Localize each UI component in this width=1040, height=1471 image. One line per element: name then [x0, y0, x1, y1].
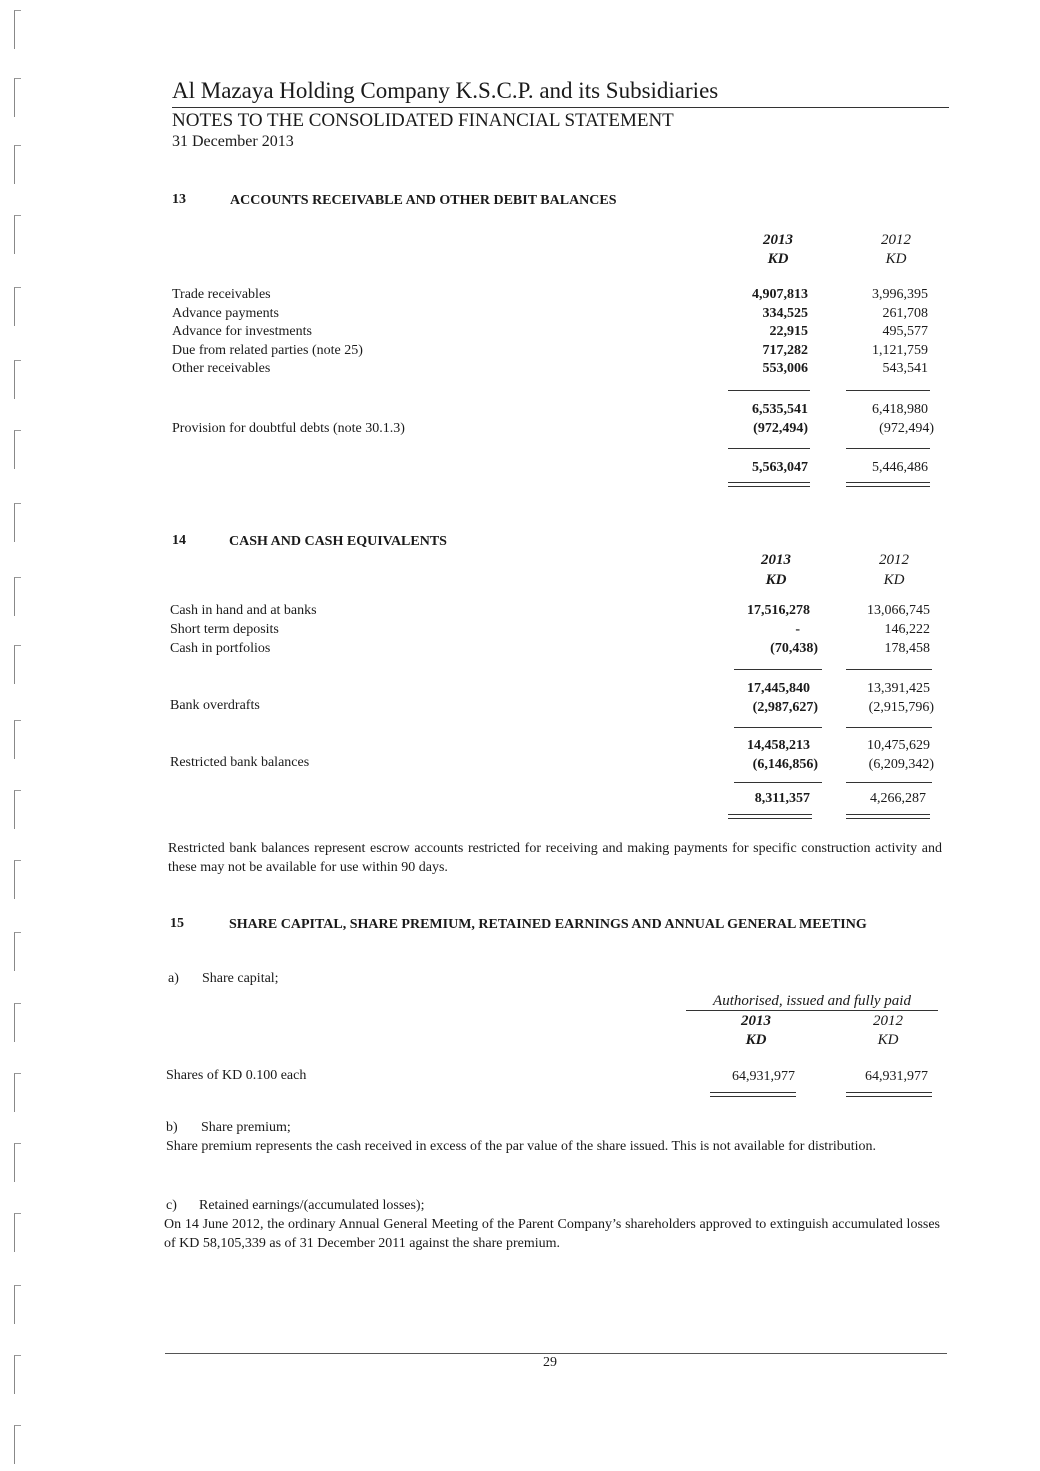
s15-shares-label: Shares of KD 0.100 each [166, 1068, 307, 1083]
binding-mark [14, 1003, 21, 1042]
s13-col-2013: 2013 [763, 232, 793, 248]
s14-overdrafts-label: Bank overdrafts [170, 698, 260, 713]
s15-unit-2012: KD [877, 1032, 899, 1048]
row-label: Advance payments [172, 305, 279, 321]
double-rule [728, 482, 810, 487]
s15-b-marker: b) [166, 1120, 178, 1135]
footer-rule [165, 1353, 947, 1354]
row-value-2012: 495,577 [882, 324, 928, 339]
s15-authorised-header: Authorised, issued and fully paid [686, 992, 938, 1011]
binding-mark [14, 430, 21, 469]
row-value-2012: 178,458 [884, 641, 930, 656]
header-rule [172, 107, 949, 108]
s15-shares-2013: 64,931,977 [732, 1069, 795, 1084]
row-label: Other receivables [172, 361, 271, 376]
row-value-2013: 553,006 [762, 361, 808, 376]
s15-shares-2012: 64,931,977 [865, 1069, 928, 1084]
s13-total-2013: 5,563,047 [752, 460, 808, 475]
row-label: Due from related parties (note 25) [172, 342, 363, 358]
s14-rows [170, 602, 940, 659]
subtotal-rule [734, 727, 822, 728]
binding-mark [14, 1355, 21, 1394]
double-rule [710, 1092, 796, 1097]
page-number: 29 [543, 1355, 557, 1370]
binding-mark [14, 1213, 21, 1252]
s14-unit-2013: KD [765, 572, 787, 588]
s13-total-2012: 5,446,486 [872, 460, 928, 475]
company-name: Al Mazaya Holding Company K.S.C.P. and its Subsidiaries [172, 78, 719, 103]
binding-mark [14, 215, 21, 254]
binding-mark [14, 1425, 21, 1464]
row-label: Cash in portfolios [170, 641, 271, 656]
row-label: Trade receivables [172, 287, 271, 302]
row-label: Short term deposits [170, 622, 279, 637]
total-rule [734, 782, 822, 783]
s15-b-title: Share premium; [201, 1120, 291, 1135]
subtotal-rule [846, 669, 932, 670]
row-value-2013: 334,525 [762, 305, 808, 321]
row-label: Cash in hand and at banks [170, 603, 317, 618]
double-rule [846, 814, 930, 819]
table-row [172, 342, 942, 361]
section-15-number: 15 [170, 916, 184, 931]
row-value-2012: 13,066,745 [867, 603, 930, 618]
binding-mark [14, 145, 21, 184]
row-value-2012: 146,222 [884, 622, 930, 637]
section-14-number: 14 [172, 533, 186, 548]
subtotal-rule [846, 727, 932, 728]
s15-c-text: On 14 June 2012, the ordinary Annual General Meeting of the Parent Company’s shareholders approved to extinguish accumulated losses of KD 58,105,339 as of 31 December 2011 against the share premium. [164, 1217, 940, 1251]
s14-overdrafts-2012: (2,915,796) [868, 700, 934, 715]
row-value-2013: 717,282 [762, 342, 808, 358]
double-rule [846, 1092, 932, 1097]
s15-col-2012: 2012 [873, 1013, 903, 1029]
s13-provision-2013: (972,494) [753, 421, 808, 436]
table-row [172, 323, 942, 342]
row-value-2013: 17,516,278 [747, 603, 810, 618]
table-row [172, 360, 942, 379]
binding-mark [14, 1143, 21, 1182]
binding-mark [14, 1285, 21, 1324]
s14-overdrafts-2013: (2,987,627) [752, 700, 818, 715]
s13-col-2012: 2012 [881, 232, 911, 248]
table-row [172, 286, 942, 305]
binding-mark [14, 10, 21, 49]
row-label: Advance for investments [172, 324, 312, 339]
binding-mark [14, 645, 21, 684]
s13-provision-label: Provision for doubtful debts (note 30.1.3) [172, 421, 405, 436]
s15-unit-2013: KD [745, 1032, 767, 1048]
binding-mark [14, 1073, 21, 1112]
row-value-2012: 1,121,759 [872, 342, 928, 358]
binding-mark [14, 932, 21, 971]
statement-date: 31 December 2013 [172, 133, 294, 150]
binding-mark [14, 287, 21, 326]
s14-sub1-2012: 13,391,425 [867, 681, 930, 696]
row-value-2013: 22,915 [769, 324, 808, 339]
double-rule [846, 482, 930, 487]
s14-restricted-2012: (6,209,342) [868, 757, 934, 772]
s15-c-title: Retained earnings/(accumulated losses); [199, 1198, 425, 1213]
table-row [170, 640, 940, 659]
binding-mark [14, 360, 21, 399]
s14-col-2013: 2013 [761, 552, 791, 568]
s14-unit-2012: KD [883, 572, 905, 588]
table-row [172, 305, 942, 324]
subtotal-rule [728, 390, 810, 391]
row-value-2012: 3,996,395 [872, 287, 928, 302]
row-value-2012: 261,708 [882, 305, 928, 321]
s14-total-2012: 4,266,287 [870, 791, 926, 806]
row-value-2013: 4,907,813 [752, 287, 808, 302]
s14-sub1-2013: 17,445,840 [747, 681, 810, 696]
double-rule [728, 814, 812, 819]
s13-rows [172, 286, 942, 379]
table-row [170, 621, 940, 640]
binding-mark [14, 860, 21, 899]
subtotal-rule [846, 390, 930, 391]
section-14-title: CASH AND CASH EQUIVALENTS [229, 534, 447, 549]
s13-subtotal-2012: 6,418,980 [872, 402, 928, 417]
s15-c-marker: c) [166, 1198, 177, 1213]
section-13-title: ACCOUNTS RECEIVABLE AND OTHER DEBIT BALANCES [230, 193, 617, 208]
s14-col-2012: 2012 [879, 552, 909, 568]
section-15-title: SHARE CAPITAL, SHARE PREMIUM, RETAINED EARNINGS AND ANNUAL GENERAL MEETING [229, 917, 867, 932]
s13-unit-2012: KD [885, 251, 907, 267]
total-rule [846, 782, 932, 783]
row-value-2013: (70,438) [770, 641, 818, 656]
s13-provision-2012: (972,494) [879, 421, 934, 436]
s15-b-text: Share premium represents the cash received in excess of the par value of the share issued. This is not available for distribution. [166, 1139, 877, 1154]
s15-a-title: Share capital; [202, 971, 279, 986]
s15-a-marker: a) [168, 971, 179, 986]
s14-sub2-2013: 14,458,213 [747, 738, 810, 753]
table-row [170, 602, 940, 621]
row-value-2013: - [795, 622, 800, 637]
s15-col-2013: 2013 [741, 1013, 771, 1029]
section-13-number: 13 [172, 192, 186, 207]
notes-title: NOTES TO THE CONSOLIDATED FINANCIAL STATEMENT [172, 110, 674, 131]
row-value-2012: 543,541 [882, 361, 928, 376]
total-rule [846, 448, 930, 449]
s13-subtotal-2013: 6,535,541 [752, 402, 808, 417]
total-rule [728, 448, 810, 449]
binding-mark [14, 720, 21, 759]
s14-restricted-2013: (6,146,856) [752, 757, 818, 772]
subtotal-rule [734, 669, 822, 670]
s14-sub2-2012: 10,475,629 [867, 738, 930, 753]
s14-restricted-label: Restricted bank balances [170, 755, 310, 770]
s13-unit-2013: KD [767, 251, 789, 267]
binding-mark [14, 503, 21, 542]
binding-mark [14, 577, 21, 616]
s14-note: Restricted bank balances represent escrow accounts restricted for receiving and making payments for specific construction activity and these may not be available for use within 90 days. [168, 841, 942, 875]
binding-mark [14, 78, 21, 117]
s14-total-2013: 8,311,357 [754, 791, 810, 806]
binding-mark [14, 790, 21, 829]
